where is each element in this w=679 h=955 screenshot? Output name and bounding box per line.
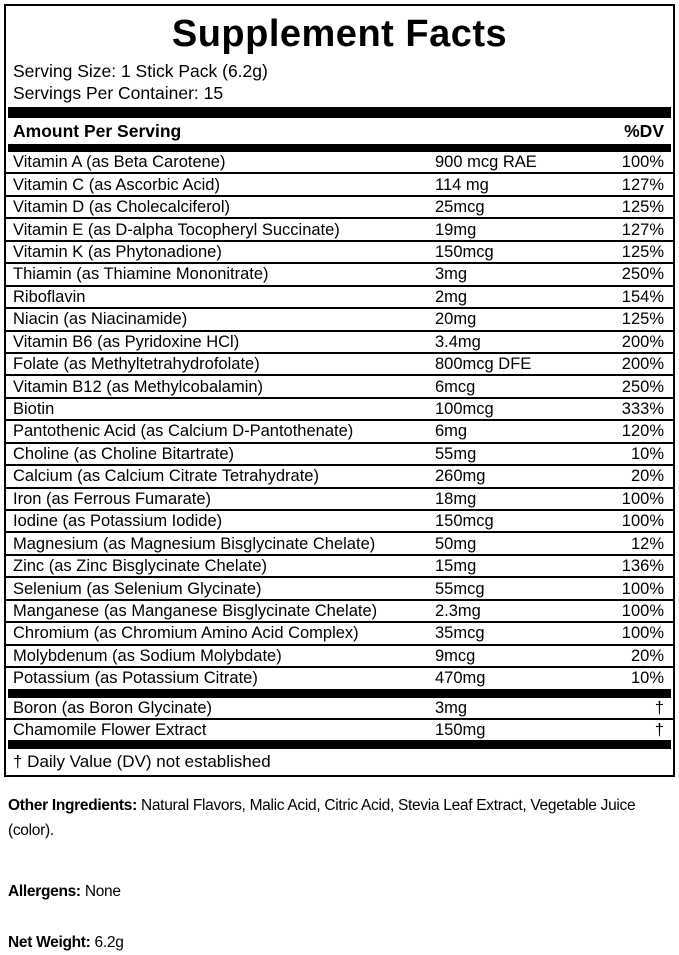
nutrient-amount: 35mcg (435, 624, 485, 643)
nutrient-name: Vitamin K (as Phytonadione) (13, 242, 222, 261)
amount-per-serving-header: Amount Per Serving (13, 120, 182, 141)
net-weight-label: Net Weight: (8, 934, 91, 951)
allergens-label: Allergens: (8, 883, 81, 900)
table-row (6, 531, 673, 553)
nutrient-name: Molybdenum (as Sodium Molybdate) (13, 646, 282, 665)
nutrient-dv: 100% (621, 579, 664, 598)
allergens-line (8, 879, 672, 904)
table-row (6, 698, 673, 718)
nutrient-name: Iodine (as Potassium Iodide) (13, 512, 223, 531)
nutrient-dv: 200% (621, 355, 664, 374)
label-footer (8, 793, 672, 955)
other-ingredients-value: Natural Flavors, Malic Acid, Citric Acid, Stevia Leaf Extract, Vegetable Juice (color). (8, 797, 636, 839)
nutrient-name: Niacin (as Niacinamide) (13, 310, 188, 329)
divider-bar-header (8, 144, 671, 152)
servings-per-container-line: Servings Per Container: 15 (13, 83, 224, 103)
net-weight-value: 6.2g (94, 934, 124, 951)
nutrient-amount: 150mg (435, 721, 486, 740)
nutrient-dv: 100% (621, 512, 664, 531)
nutrient-dv: 100% (621, 624, 664, 643)
table-row (6, 419, 673, 441)
nutrient-name: Potassium (as Potassium Citrate) (13, 669, 258, 688)
nutrient-amount: 19mg (435, 220, 477, 239)
nutrient-dv: 127% (621, 220, 664, 239)
nutrient-amount: 100mcg (435, 400, 494, 419)
nutrient-name: Manganese (as Manganese Bisglycinate Chelate) (13, 601, 378, 620)
nutrient-dv: 100% (621, 601, 664, 620)
table-row (6, 666, 673, 688)
table-row (6, 487, 673, 509)
nutrient-amount: 3mg (435, 265, 468, 284)
nutrient-name: Biotin (13, 400, 55, 419)
nutrient-name: Calcium (as Calcium Citrate Tetrahydrate) (13, 467, 319, 486)
nutrient-name: Vitamin E (as D-alpha Tocopheryl Succinate) (13, 220, 340, 239)
nutrient-amount: 55mg (435, 444, 477, 463)
nutrient-rows-section (6, 152, 673, 689)
nutrient-name: Vitamin D (as Cholecalciferol) (13, 198, 231, 217)
nutrient-amount: 6mcg (435, 377, 476, 396)
supplement-facts-panel (4, 4, 675, 777)
nutrient-dv: 136% (621, 557, 664, 576)
other-ingredients-label: Other Ingredients: (8, 797, 137, 814)
nutrient-amount: 260mg (435, 467, 486, 486)
nutrient-name: Magnesium (as Magnesium Bisglycinate Chelate) (13, 534, 376, 553)
table-row (6, 374, 673, 396)
dv-header: %DV (624, 120, 664, 141)
nutrient-name: Pantothenic Acid (as Calcium D-Pantothenate) (13, 422, 354, 441)
nutrient-dv: 100% (621, 153, 664, 172)
nutrient-amount: 20mg (435, 310, 477, 329)
nutrient-name: Riboflavin (13, 287, 86, 306)
table-row (6, 442, 673, 464)
nutrient-name: Folate (as Methyltetrahydrofolate) (13, 355, 260, 374)
nutrient-amount: 3mg (435, 698, 468, 717)
table-row (6, 195, 673, 217)
table-row (6, 464, 673, 486)
nutrient-amount: 55mcg (435, 579, 485, 598)
nutrient-name: Boron (as Boron Glycinate) (13, 698, 213, 717)
divider-bar-top (8, 107, 671, 118)
nutrient-name: Iron (as Ferrous Fumarate) (13, 489, 212, 508)
nutrient-amount: 15mg (435, 557, 477, 576)
nutrient-dv: 100% (621, 489, 664, 508)
nutrient-name: Chromium (as Chromium Amino Acid Complex) (13, 624, 359, 643)
nutrient-amount: 800mcg DFE (435, 355, 532, 374)
nutrient-dv: 120% (621, 422, 664, 441)
nutrient-amount: 900 mcg RAE (435, 153, 537, 172)
nutrient-amount: 150mcg (435, 242, 494, 261)
table-row (6, 644, 673, 666)
nutrient-amount: 2mg (435, 287, 468, 306)
nutrient-name: Zinc (as Zinc Bisglycinate Chelate) (13, 557, 268, 576)
nutrient-dv: 125% (621, 242, 664, 261)
net-weight-line (8, 930, 672, 955)
nutrient-dv: 154% (621, 287, 664, 306)
table-row (6, 576, 673, 598)
dv-footnote: † Daily Value (DV) not established (13, 752, 271, 772)
nutrient-amount: 3.4mg (435, 332, 481, 351)
table-row (6, 240, 673, 262)
panel-title: Supplement Facts (171, 13, 508, 55)
table-header-row (6, 118, 673, 144)
botanical-rows-section (6, 698, 673, 741)
nutrient-dv: 12% (630, 534, 664, 553)
other-ingredients-line (8, 793, 672, 843)
nutrient-name: Vitamin A (as Beta Carotene) (13, 153, 226, 172)
table-row (6, 152, 673, 172)
nutrient-dv: 125% (621, 310, 664, 329)
nutrient-dv: 250% (621, 377, 664, 396)
nutrient-dv: 333% (621, 400, 664, 419)
nutrient-amount: 114 mg (435, 175, 489, 194)
nutrient-amount: 25mcg (435, 198, 485, 217)
table-row (6, 217, 673, 239)
table-row (6, 397, 673, 419)
nutrient-dv: 20% (630, 646, 664, 665)
serving-size-line: Serving Size: 1 Stick Pack (6.2g) (13, 61, 268, 81)
table-row (6, 172, 673, 194)
nutrient-name: Thiamin (as Thiamine Mononitrate) (13, 265, 269, 284)
nutrient-amount: 150mcg (435, 512, 494, 531)
nutrient-dv: † (654, 698, 664, 717)
nutrient-name: Chamomile Flower Extract (13, 721, 207, 740)
divider-bar-middle (8, 689, 671, 698)
nutrient-dv: 127% (621, 175, 664, 194)
table-row (6, 307, 673, 329)
nutrient-dv: 10% (630, 669, 664, 688)
nutrient-amount: 9mcg (435, 646, 476, 665)
table-row (6, 621, 673, 643)
nutrient-name: Vitamin B12 (as Methylcobalamin) (13, 377, 264, 396)
nutrient-dv: 125% (621, 198, 664, 217)
nutrient-dv: 250% (621, 265, 664, 284)
table-row (6, 554, 673, 576)
table-row (6, 718, 673, 740)
table-row (6, 599, 673, 621)
table-row (6, 509, 673, 531)
table-row (6, 330, 673, 352)
table-row (6, 285, 673, 307)
nutrient-name: Vitamin C (as Ascorbic Acid) (13, 175, 220, 194)
nutrient-dv: † (654, 721, 664, 740)
nutrient-dv: 10% (630, 444, 664, 463)
nutrient-amount: 6mg (435, 422, 468, 441)
table-row (6, 352, 673, 374)
divider-bar-bottom (8, 740, 671, 749)
nutrient-name: Vitamin B6 (as Pyridoxine HCl) (13, 332, 240, 351)
nutrient-amount: 470mg (435, 669, 486, 688)
nutrient-amount: 18mg (435, 489, 477, 508)
nutrient-amount: 50mg (435, 534, 477, 553)
nutrient-dv: 20% (630, 467, 664, 486)
allergens-value: None (84, 883, 121, 900)
nutrient-name: Selenium (as Selenium Glycinate) (13, 579, 262, 598)
nutrient-amount: 2.3mg (435, 601, 481, 620)
nutrient-dv: 200% (621, 332, 664, 351)
nutrient-name: Choline (as Choline Bitartrate) (13, 444, 235, 463)
table-row (6, 262, 673, 284)
